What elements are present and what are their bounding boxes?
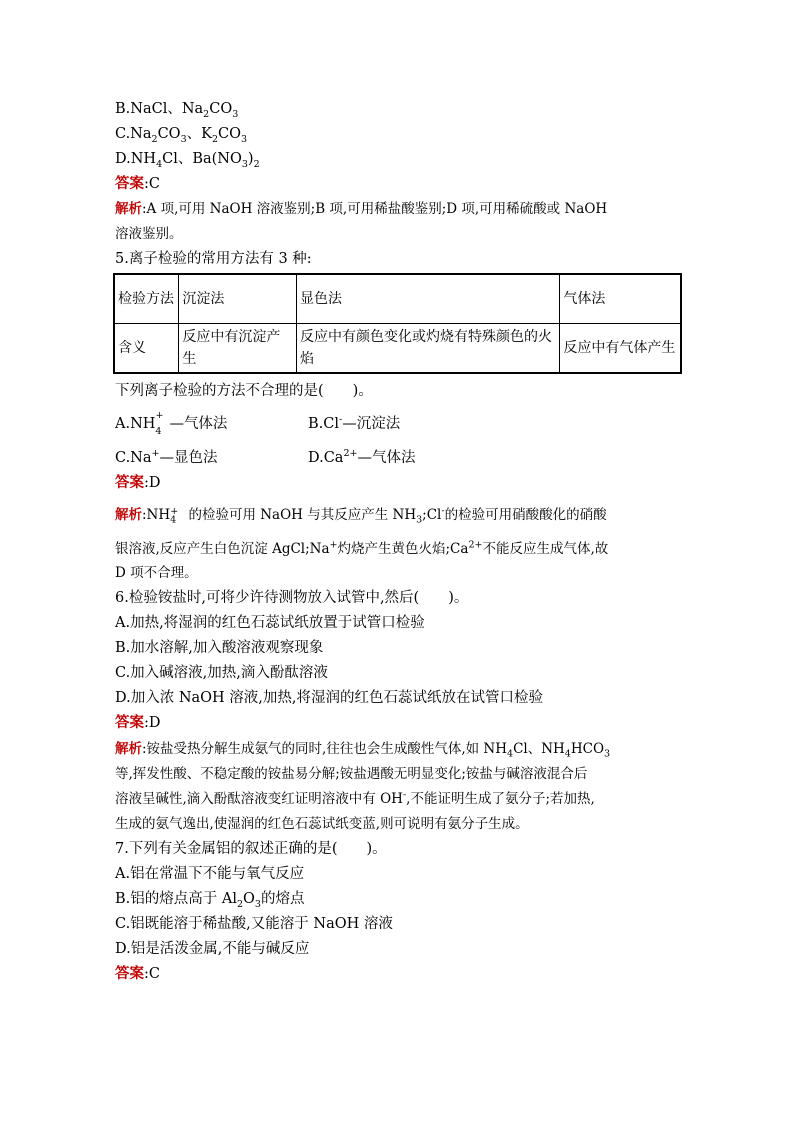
explanation-label: 解析 <box>115 741 142 757</box>
answer-label: 答案 <box>115 715 144 731</box>
table-row <box>114 274 681 324</box>
q7-option-c: C.铝既能溶于稀盐酸,又能溶于 NaOH 溶液 <box>115 916 393 932</box>
table-cell: 反应中有颜色变化或灼烧有特殊颜色的火焰 <box>296 324 559 374</box>
q7-stem: 7.下列有关金属铝的叙述正确的是( )。 <box>115 841 387 857</box>
q4-explanation-line1: 解析:A 项,可用 NaOH 溶液鉴别;B 项,可用稀盐酸鉴别;D 项,可用稀硫酸或 NaOH <box>115 201 608 217</box>
q5-explanation-line2: 银溶液,反应产生白色沉淀 AgCl;Na+灼烧产生黄色火焰$;Ca^{2+}$不能反应生成气体,故 <box>115 539 609 557</box>
q5-answer: 答案:D <box>115 475 161 491</box>
q4-option-b: B.NaCl、$Na_2CO_3$ <box>115 101 239 120</box>
table-cell: 检验方法 <box>114 274 179 324</box>
answer-label: 答案 <box>115 966 144 982</box>
q5-stem: 5.离子检验的常用方法有 3 种: <box>115 251 312 267</box>
q4-explanation-line2: 溶液鉴别。 <box>115 226 183 242</box>
q5-option-c: C.Na+—显色法 <box>115 448 218 466</box>
method-table <box>113 273 682 374</box>
q5-explanation-line3: D 项不合理。 <box>115 565 198 581</box>
q6-option-d: D.加入浓 NaOH 溶液,加热,将湿润的红色石蕊试纸放在试管口检验 <box>115 690 544 706</box>
answer-label: 答案 <box>115 176 144 192</box>
q7-option-a: A.铝在常温下不能与氧气反应 <box>115 866 305 882</box>
q6-explanation-line1: 解析:铵盐受热分解生成氨气的同时,往往也会生成酸性气体,如 $NH_4Cl$、$NH_4HCO_3$ <box>115 741 611 760</box>
table-row <box>114 324 681 374</box>
q5-option-d: $D.Ca^{2+}—$气体法 <box>308 448 416 466</box>
table-cell: 沉淀法 <box>179 274 297 324</box>
q4-option-c: $C.Na_2CO_3$、$K_2CO_3$ <box>115 126 248 145</box>
q7-option-b: B.铝的熔点高于 $Al_2O_3$的熔点 <box>115 891 305 910</box>
table-cell: 显色法 <box>296 274 559 324</box>
table-cell: 反应中有气体产生 <box>560 324 681 374</box>
table-cell: 反应中有沉淀产生 <box>179 324 297 374</box>
q6-option-c: C.加入碱溶液,加热,滴入酚酞溶液 <box>115 665 328 681</box>
q6-explanation-line2: 等,挥发性酸、不稳定酸的铵盐易分解;铵盐遇酸无明显变化;铵盐与碱溶液混合后 <box>115 766 588 782</box>
q6-explanation-line3: 溶液呈碱性,滴入酚酞溶液变红证明溶液中有 OH-,不能证明生成了氨分子;若加热, <box>115 789 595 807</box>
q5-option-a: $A.NH_4^+—$气体法 <box>115 410 228 437</box>
q5-question: 下列离子检验的方法不合理的是( )。 <box>115 383 373 399</box>
q5-explanation-line1: 解析$:NH_4^+$ 的检验可用 NaOH 与其反应产生 $NH_3;Cl^-$的检验可用硝酸酸化的硝酸 <box>115 505 607 526</box>
q6-stem: 6.检验铵盐时,可将少许待测物放入试管中,然后( )。 <box>115 590 469 606</box>
q6-option-b: B.加水溶解,加入酸溶液观察现象 <box>115 640 324 656</box>
q6-explanation-line4: 生成的氨气逸出,使湿润的红色石蕊试纸变蓝,则可说明有氨分子生成。 <box>115 816 529 832</box>
explanation-label: 解析 <box>115 201 142 217</box>
q5-option-b: B.Cl-—沉淀法 <box>308 414 401 432</box>
q4-option-d: $D.NH_4Cl$、$Ba(NO_3)_2$ <box>115 151 260 170</box>
explanation-label: 解析 <box>115 507 142 523</box>
q6-answer: 答案:D <box>115 715 161 731</box>
q7-answer: 答案:C <box>115 966 160 982</box>
q7-option-d: D.铝是活泼金属,不能与碱反应 <box>115 941 310 957</box>
q4-answer: 答案:C <box>115 176 160 192</box>
answer-label: 答案 <box>115 475 144 491</box>
table-cell: 气体法 <box>560 274 681 324</box>
q6-option-a: A.加热,将湿润的红色石蕊试纸放置于试管口检验 <box>115 615 425 631</box>
table-cell: 含义 <box>114 324 179 374</box>
